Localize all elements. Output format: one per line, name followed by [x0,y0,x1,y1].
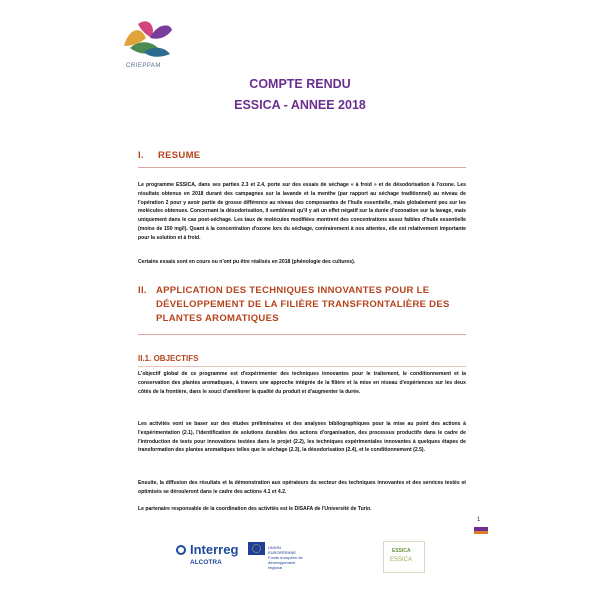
interreg-sub: ALCOTRA [190,559,222,566]
partner-paragraph: Le partenaire responsable de la coordination des activités est le DISAFA de l'Université de Turin. [138,506,372,512]
section-title-line1: APPLICATION DES TECHNIQUES INNOVANTES POUR LE [156,285,430,296]
crieppam-logo-icon [116,16,178,62]
section-number: I. [138,150,144,161]
page-title: COMPTE RENDU [249,77,351,91]
side-mark-orange [474,531,488,534]
section-number: II. [138,285,147,296]
interreg-mark-icon [176,545,186,555]
activities-paragraph: Les activités vont se baser sur des études préliminaires et des analyses bibliographiques pour la mise au point des actions à l'expérimentation (2.1), l'identification de solutions durables des actions d'organisation, des processus productifs dans le cadre de l'introduction de tests pour innovations testées dans le projet (2.2), les techniques expérimentales innovantes à quelques étapes de transformation des plantes aromatiques telles que le séchage (2.3), la désodorisation (2.4), et le conditionnement (2.5). [138,421,466,454]
section-title-line2: DÉVELOPPEMENT DE LA FILIÈRE TRANSFRONTALIÈRE DES [156,299,450,310]
interreg-name: Interreg [190,542,239,557]
resume-paragraph: Le programme ESSICA, dans ses parties 2.3 et 2.4, porte sur des essais de séchage « à froid » et de désodorisation à l'ozone. Les résultats obtenus en 2018 durant des campagnes sur la lavande et la menthe (par rapport au séchage traditionnel) au niveau de l'opération 2 pour y avoir partie de grosse différence au niveau des composantes de l'huile essentielle, mais globalement peu sur les molécules obtenues. Concernant la désodorisation, il semblerait qu'il y ait un effet négatif sur la durée d'ozonation sur la lavage, mais uniquement dans le cas post-séchage. Les taux de molécules modifiées montrent des concentrations assez faibles d'huile essentielle (moins de 150 mg/l). Quant à la concentration d'ozone lors du séchage, contrairement à nos attentes, elle est relativement importante pour la solution et à froid. [138,182,466,241]
page-subtitle: ESSICA - ANNEE 2018 [234,98,366,112]
section-title-line3: PLANTES AROMATIQUES [156,313,279,324]
essica-logo [383,541,425,573]
section-title: RESUME [158,150,201,161]
section-heading-resume [138,149,466,168]
essica-logo-top: ESSICA [392,548,411,554]
diffusion-paragraph: Ensuite, la diffusion des résultats et la démonstration aux opérateurs du secteur des techniques innovantes et des services testés et optimisés se dérouleront dans le cadre des actions 4.1 et 4.2. [138,480,466,495]
page-number: 1 [477,517,481,523]
objectifs-paragraph: L'objectif global de ce programme est d'expérimenter des techniques innovantes pour le traitement, le conditionnement et la conservation des plantes aromatiques, à travers une approche intégrée de la filière et la mise en réseau d'expériences sur les deux côtés de la frontière, dans le souci d'améliorer la qualité du produit et d'augmenter la durée. [138,371,466,395]
eu-flag-icon [248,542,265,555]
resume-note: Certains essais sont en cours ou n'ont pu être réalisés en 2018 (phénologie des cultures). [138,259,356,265]
section-heading-application [138,284,466,335]
essica-logo-bottom: ESSICA [390,557,413,563]
logo-text: CRIEPPAM [126,63,161,69]
subsection-heading-objectifs: II.1. OBJECTIFS [138,354,466,367]
eu-text: UNION EUROPÉENNE Fonds européen de développement régional [268,545,303,570]
